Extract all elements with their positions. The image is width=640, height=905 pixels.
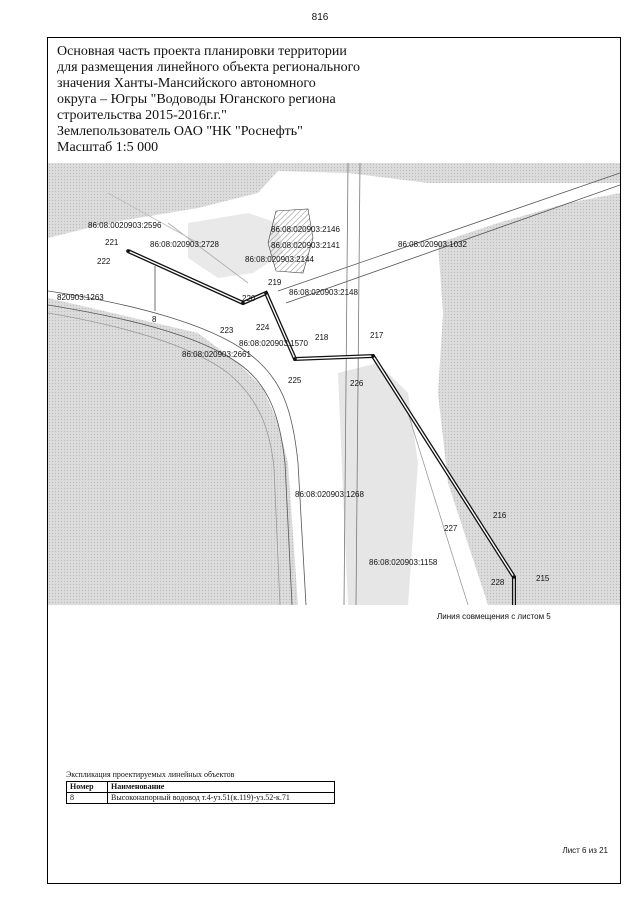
combine-line-note: Линия совмещения с листом 5 [437,612,551,621]
parcel-label: 86:08:020903:2144 [245,255,314,264]
parcel-label: 86:08:020903:1032 [398,240,467,249]
map-title [57,44,387,156]
point-label: 228 [491,578,505,587]
parcel-label: 86:08:0020903:2596 [88,221,162,230]
point-label: 223 [220,326,234,335]
sheet-number: Лист 6 из 21 [562,846,608,855]
legend-header-row [67,782,335,793]
parcel-label: 86:08:020903:2661 [182,350,251,359]
point-label: 217 [370,331,384,340]
parcel-label: 86:08:020903:1158 [369,558,438,567]
legend-cell-name: Высоконапорный водовод т.4-уз.51(к.119)-уз.52-к.71 [108,793,335,804]
map-scale: Масштаб 1:5 000 [57,140,159,155]
parcel-label: 86:08:020903:1268 [295,490,364,499]
legend-row [67,793,335,804]
legend-table [66,781,335,804]
point-label: 225 [288,376,302,385]
point-label: 227 [444,524,458,533]
title-line: значения Ханты-Мансийского автономного [57,76,316,91]
point-label: 220 [242,294,256,303]
parcel-label: 86:08:020903:2148 [289,288,358,297]
title-line: Землепользователь ОАО "НК "Роснефть" [57,124,303,139]
page-number: 816 [311,12,329,23]
point-label: 215 [536,574,550,583]
parcel-label: 86:08:020903:1570 [239,339,308,348]
parcel-label: 86:08:020903:2146 [271,225,340,234]
point-label: 221 [105,238,119,247]
legend [66,770,335,804]
point-label: 222 [97,257,111,266]
point-label: 224 [256,323,270,332]
parcel-label: 86:08:020903:2141 [271,241,340,250]
title-line: строительства 2015-2016г.г." [57,108,227,123]
parcel-label: 86:08:020903:2728 [150,240,219,249]
legend-cell-number: 8 [67,793,108,804]
point-label: 218 [315,333,329,342]
point-label: 216 [493,511,507,520]
title-line: округа – Югры "Водоводы Юганского региона [57,92,336,107]
point-label: 226 [350,379,364,388]
legend-header-number: Номер [67,782,108,793]
legend-title: Экспликация проектируемых линейных объектов [66,770,235,779]
parcel-label: 820903:1263 [57,293,104,302]
title-line: для размещения линейного объекта регионального [57,60,361,75]
title-line: Основная часть проекта планировки территории [57,44,347,59]
map-canvas [48,163,620,605]
point-label: 219 [268,278,282,287]
route-number: 8 [152,315,157,324]
legend-header-name: Наименование [108,782,335,793]
